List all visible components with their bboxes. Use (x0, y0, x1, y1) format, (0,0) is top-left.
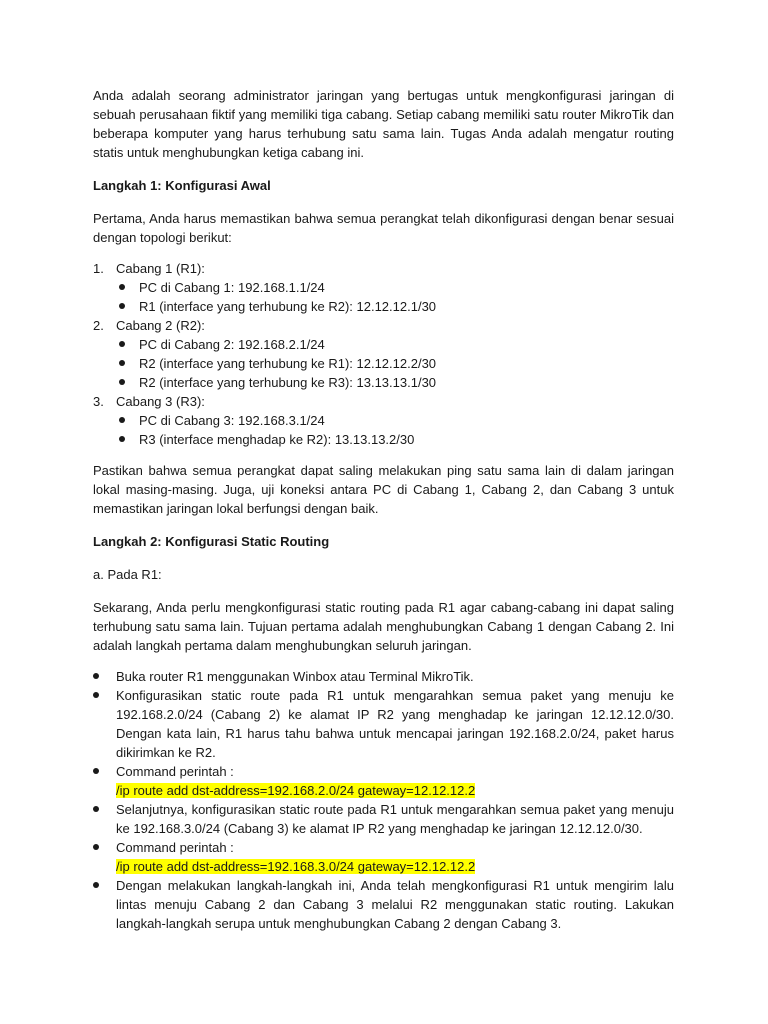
list-item (93, 686, 674, 762)
list-item (93, 876, 674, 933)
list-item-text: Command perintah : (116, 764, 234, 779)
branch-item (93, 259, 674, 316)
list-item (116, 297, 674, 316)
branch-label: Cabang 3 (R3): (116, 394, 205, 409)
bullet-icon (93, 806, 99, 812)
list-item (93, 838, 674, 876)
list-item-text: R2 (interface yang terhubung ke R1): 12.12.12.2/30 (139, 356, 437, 371)
bullet-icon (119, 417, 125, 423)
list-item (116, 335, 674, 354)
bullet-icon (93, 844, 99, 850)
branch-item (93, 392, 674, 449)
list-item-text: PC di Cabang 3: 192.168.3.1/24 (139, 413, 325, 428)
bullet-icon (119, 379, 125, 385)
bullet-icon (93, 673, 99, 679)
list-item (116, 373, 674, 392)
step2-subheading: a. Pada R1: (93, 567, 162, 582)
list-item-text: PC di Cabang 2: 192.168.2.1/24 (139, 337, 325, 352)
step1-heading: Langkah 1: Konfigurasi Awal (93, 178, 271, 193)
list-item (93, 667, 674, 686)
intro-paragraph: Anda adalah seorang administrator jaringan yang bertugas untuk mengkonfigurasi jaringan di sebuah perusahaan fiktif yang memiliki tiga cabang. Setiap cabang memiliki satu router MikroTik dan beberapa komputer yang harus terhubung satu sama lain. Tugas Anda adalah mengatur routing statis untuk menghubungkan ketiga cabang ini. (93, 88, 674, 160)
list-item-text: Konfigurasikan static route pada R1 untuk mengarahkan semua paket yang menuju ke 192.168.2.0/24 (Cabang 2) ke alamat IP R2 yang menghadap ke jaringan 12.12.12.0/30. Dengan kata lain, R1 harus tahu bahwa untuk mencapai jaringan 192.168.2.0/24, paket harus dikirimkan ke R2. (116, 688, 674, 760)
list-item-text: Selanjutnya, konfigurasikan static route pada R1 untuk mengarahkan semua paket yang menuju ke 192.168.3.0/24 (Cabang 3) ke alamat IP R2 yang menghadap ke jaringan 12.12.12.0/30. (116, 802, 674, 836)
bullet-icon (119, 360, 125, 366)
branch-number: 1. (93, 261, 104, 276)
list-item (93, 800, 674, 838)
bullet-icon (93, 768, 99, 774)
step1-closing-paragraph: Pastikan bahwa semua perangkat dapat saling melakukan ping satu sama lain di dalam jaringan lokal masing-masing. Juga, uji koneksi antara PC di Cabang 1, Cabang 2, dan Cabang 3 untuk memastikan jaringan lokal berfungsi dengan baik. (93, 463, 674, 516)
bullet-icon (93, 882, 99, 888)
branch-number: 2. (93, 318, 104, 333)
branch-detail-list (116, 411, 674, 449)
list-item-text: R1 (interface yang terhubung ke R2): 12.12.12.1/30 (139, 299, 437, 314)
branch-number: 3. (93, 394, 104, 409)
branch-list (93, 259, 674, 449)
command-highlight: /ip route add dst-address=192.168.2.0/24 gateway=12.12.12.2 (116, 783, 476, 798)
list-item (116, 278, 674, 297)
list-item-text: PC di Cabang 1: 192.168.1.1/24 (139, 280, 325, 295)
list-item (116, 430, 674, 449)
branch-label: Cabang 1 (R1): (116, 261, 205, 276)
list-item-text: Buka router R1 menggunakan Winbox atau Terminal MikroTik. (116, 669, 474, 684)
bullet-icon (119, 341, 125, 347)
bullet-icon (119, 284, 125, 290)
branch-label: Cabang 2 (R2): (116, 318, 205, 333)
branch-detail-list (116, 335, 674, 392)
bullet-icon (119, 303, 125, 309)
list-item-text: Dengan melakukan langkah-langkah ini, Anda telah mengkonfigurasi R1 untuk mengirim lalu lintas menuju Cabang 2 dan Cabang 3 melalui R2 menggunakan static routing. Lakukan langkah-langkah serupa untuk menghubungkan Cabang 2 dengan Cabang 3. (116, 878, 674, 931)
list-item-text: R3 (interface menghadap ke R2): 13.13.13.2/30 (139, 432, 415, 447)
step2-paragraph: Sekarang, Anda perlu mengkonfigurasi static routing pada R1 agar cabang-cabang ini dapat saling terhubung satu sama lain. Tujuan pertama adalah menghubungkan Cabang 1 dengan Cabang 2. Ini adalah langkah pertama dalam menghubungkan seluruh jaringan. (93, 600, 674, 653)
step2-heading: Langkah 2: Konfigurasi Static Routing (93, 534, 330, 549)
list-item (93, 762, 674, 800)
bullet-icon (119, 436, 125, 442)
branch-detail-list (116, 278, 674, 316)
list-item (116, 411, 674, 430)
branch-item (93, 316, 674, 392)
step2-bullet-list (93, 667, 674, 933)
list-item-text: R2 (interface yang terhubung ke R3): 13.13.13.1/30 (139, 375, 437, 390)
command-highlight: /ip route add dst-address=192.168.3.0/24 gateway=12.12.12.2 (116, 859, 476, 874)
step1-paragraph: Pertama, Anda harus memastikan bahwa semua perangkat telah dikonfigurasi dengan benar sesuai dengan topologi berikut: (93, 211, 674, 245)
list-item (116, 354, 674, 373)
bullet-icon (93, 692, 99, 698)
list-item-text: Command perintah : (116, 840, 234, 855)
